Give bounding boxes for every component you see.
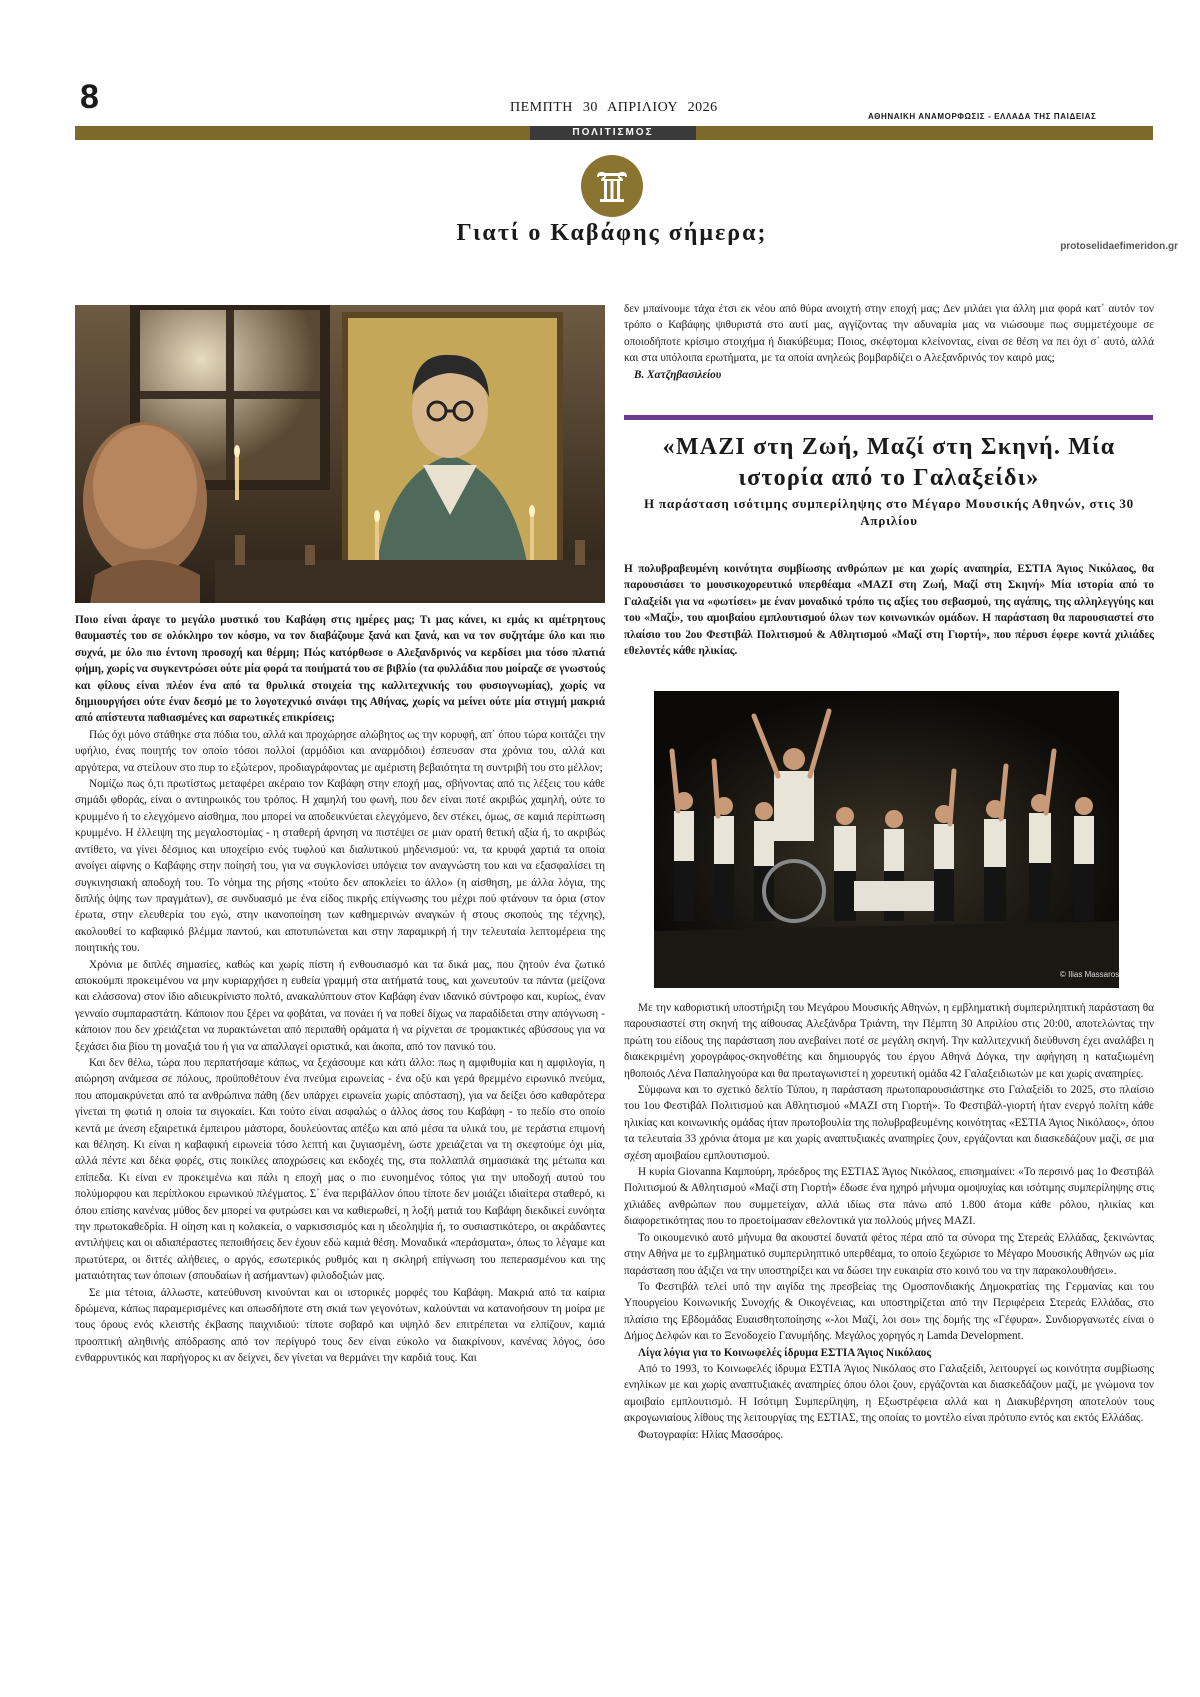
article2-title: «ΜΑΖΙ στη Ζωή, Μαζί στη Σκηνή. Μία ιστορία από το Γαλαξείδι» [662,434,1116,491]
article2-subtitle: Η παράσταση ισότιμης συμπερίληψης στο Μέγαρο Μουσικής Αθηνών, στις 30 Απριλίου [644,496,1134,528]
article-paragraph: Από το 1993, το Κοινωφελές ίδρυμα ΕΣΤΙΑ Άγιος Νικόλαος στο Γαλαξείδι, λειτουργεί ως κοινότητα συμβίωσης ενηλίκων με και χωρίς αναπτυξιακές αναπηρίες όπου όλοι ζουν, εργάζονται και διασκεδάζουν μαζί, με γνώμονα τον αμοιβαίο εμπλουτισμό. Η Ισότιμη Συμπερίληψη, η Εξωστρέφεια αλλά και η Διακυβέρνηση αποτελούν τους ακρογωνιαίους λίθους της λειτουργίας της ΕΣΤΙΑΣ, της οποίας το μοντέλο είναι πρότυπο εντός και εκτός Ελλάδας. [624,1362,1154,1425]
article-lead: Ποιο είναι άραγε το μεγάλο μυστικό του Καβάφη στις ημέρες μας; Τι μας κάνει, κι εμάς κι αμέτρητους θαυμαστές του σε ολόκληρο τον κόσμο, να τον διαβάζουμε ξανά και ξανά, και να τον συζητάμε όλο και πιο συχνά, με όλο πιο έντονη προσοχή και θέρμη; Πώς κατόρθωσε ο Αλεξανδρινός να κερδίσει μια τόσο πλατιά φήμη, χωρίς να συγκεντρώσει ούτε μία φορά τα ποιήματά του σε βιβλίο (τα φυλλάδια που μοίραζε σε γνωστούς και φίλους είναι πλέον ένα από τα θρυλικά στοιχεία της καλλιτεχνικής του φυσιογνωμίας), χωρίς να δημιουργήσει ούτε έναν δεσμό με το λογοτεχνικό σινάφι της Αθήνας, χωρίς να μείνει ούτε μία στιγμή μακριά από απίστευτα παθιασμένες και σαρωτικές επικρίσεις; [75,614,605,725]
article-subheading: Λίγα λόγια για το Κοινωφελές ίδρυμα ΕΣΤΙΑ Άγιος Νικόλαος [638,1346,932,1359]
source-credit: protoselidaefimeridon.gr [1060,241,1178,252]
section-label: ΠΟΛΙΤΙΣΜΟΣ [530,126,696,140]
photo-stage-performance [654,691,1119,988]
photo-credit: © Ilias Massaros [1060,970,1120,979]
article-paragraph: Με την καθοριστική υποστήριξη του Μεγάρου Μουσικής Αθηνών, η εμβληματική συμπεριληπτική παράσταση θα παρουσιαστεί στη σκηνή της αίθουσας Αλεξάνδρα Τριάντη, την Πέμπτη 30 Απριλίου στις 20:00, αποτελώντας την πρώτη του είδους της παράσταση που ανεβαίνει ποτέ σε μεγάλη σκηνή. Την καλλιτεχνική διεύθυνση έχει αναλάβει η διακεκριμένη χορογράφος-σκηνοθέτης και δημιουργός του έργου Αθηνά Δόγκα, την αφήγηση η καταξιωμένη ηθοποιός Λένα Παπαληγούρα και θα πρωταγωνιστεί η χορευτική ομάδα 42 Γαλαξειδιωτών με και χωρίς αναπηρίες. [624,1002,1154,1080]
article-paragraph: δεν μπαίνουμε τάχα έτσι εκ νέου από θύρα ανοιχτή στην εποχή μας; Δεν μιλάει για άλλη μια φορά κατ΄ αυτόν τον τρόπο ο Καβάφης ψιθυριστά στο αυτί μας, αγγίζοντας την αδυναμία μας να νιώσουμε πως συμμετέχουμε σε οποιοδήποτε κρίσιμο στοιχήμα ή διακύβευμα; Ποιος, σκέφτομαι κλείνοντας, είναι σε θέση να πει όχι σ΄ αυτό, αλλά και στα υπόλοιπα ερωτήματα, με τα οποία ανηλεώς βομβαρδίζει ο Αλεξανδρινός τον καιρό μας; [624,303,1154,365]
article-paragraph: Χρόνια με διπλές σημασίες, καθώς και χωρίς πίστη ή ενθουσιασμό και τα δικά μας, που ζητούν ένα ζωτικό αποκούμπι προκειμένου να μην κυριαρχήσει η ευθεία γραμμή στα αιτήματά τους, και χωνευτούν τα πάντα (μείζονα και ελάσσονα) στον ίδιο αδιευκρίνιστο πολτό, ανακαλύπτουν στον Καβάφη έναν ιδανικό σύντροφο και, κυρίως, έναν γενναίο συμπαραστάτη. Κάποιον που ξέρει να φοβάται, να πονάει ή να ποθεί δίχως να παραδίδεται στην απόγνωση - κάποιον που δεν χρειάζεται να πυρακτώνεται από περιπαθή οράματα ή να ρίχνεται σε τρομακτικές αβύσσους για να ξεχάσει δια βίου τη μοναξιά του ή για να απαλλαγεί οριστικά, και άκοπα, από τον πανικό του. [75,958,605,1053]
article2-body [624,1000,1154,1443]
issue-date: ΠΕΜΠΤΗ 30 ΑΠΡΙΛΙΟΥ 2026 [510,100,718,115]
article-paragraph: Σύμφωνα και το σχετικό δελτίο Τύπου, η παράσταση πρωτοπαρουσιάστηκε στο Γαλαξείδι το 2025, στο πλαίσιο του 1ου Φεστιβάλ Πολιτισμού και Αθλητισμού «ΜΑΖΙ στη Γιορτή». Το Φεστιβάλ-γιορτή ήταν ενεργό πολίτη κάθε ηλικίας και κοινωνικής ομάδας ήταν πρωτοβουλία της πολυβραβευμένης κοινότητας «ΕΣΤΙΑ Άγιος Νικόλαος», όπου τα τελευταία 33 χρόνια άτομα με και χωρίς αναπτυξιακές αναπηρίες ζουν, εργάζονται και διασκεδάζουν μαζί, σε μια σχέση αμοιβαίου εμπλουτισμού. [624,1084,1154,1162]
article-paragraph: Νομίζω πως ό,τι πρωτίστως μεταφέρει ακέραιο τον Καβάφη στην εποχή μας, σβήνοντας από τις λέξεις του κάθε σημάδι φθοράς, είναι ο αντιηρωικός του τρόπος. Η χαμηλή του φωνή, που δεν είναι ποτέ ακριβώς χαμηλή, ούτε το κρυμμένο ή το ελεγχόμενο αίσθημα, που μπορεί να αποδεικνύεται ελεγχόμενο, δεν στέκει, όμως, σε καμιά περίπτωση κρυμμένο. Η έλλειψη της μεγαλοστομίας - η σταθερή άρνηση να πιστέψει σε μιαν ορατή θετική αξία ή, το ακριβώς αντίθετο, να γίνει δέσμιος και υποχείριο ενός τυφλού και διαλυτικού μηδενισμού: να, τα κρυφά χαρτιά τα οποία ανοίγει αίφνης ο Καβάφης στην ποίησή του, για να συγκλονίσει υπόγεια τον αναγνώστη του και να εξασφαλίσει τη συγκινησιακή αποδοχή του. Το νόημα της ρήσης «τούτο δεν αποκλείει το άλλο» (η αίσθηση, με άλλα λόγια, της διπλής όψης των πραγμάτων), σε συνδυασμό με ένα είδος πικρής επίγνωσης του μέχρι πού φτάνουν τα όρια (στον έρωτα, στην ελευθερία του εγώ, στην ικανοποίηση των καθημερινών αναγκών ή στους σκοπούς της τέχνης), ακολουθεί το καβαφικό βλέμμα παντού, και αποτυπώνεται και στην παραμικρή ή την τελευταία λεπτομέρεια της ποιητικής του. [75,778,605,955]
article-title: Γιατί ο Καβάφης σήμερα; [456,220,768,246]
photo-attribution: Φωτογραφία: Ηλίας Μασσάρος. [638,1428,783,1441]
article-paragraph: Η κυρία Giovanna Καμπούρη, πρόεδρος της ΕΣΤΙΑΣ Άγιος Νικόλαος, επισημαίνει: «Το περσινό μας 1ο Φεστιβάλ Πολιτισμού & Αθλητισμού «Μαζί στη Γιορτή» έδωσε ένα ηχηρό μήνυμα ομοψυχίας και ισότιμης συμπερίληψης στις χιλιάδες ανθρώπων που συμμετείχαν, αλλά ιδίως στα πάνω από 1.800 άτομα κάθε ρόλου, ηλικίας και διαφορετικότητας που το προετοίμασαν εθελοντικά για πολλούς μήνες ΜΑΖΙ. [624,1166,1154,1228]
article2-lead: Η πολυβραβευμένη κοινότητα συμβίωσης ανθρώπων με και χωρίς αναπηρία, ΕΣΤΙΑ Άγιος Νικόλαος, θα παρουσιάσει το μουσικοχορευτικό υπερθέαμα «ΜΑΖΙ στη Ζωή, Μαζί στη Σκηνή» Μία ιστορία από το Γαλαξείδι για να «φωτίσει» με έναν μοναδικό τρόπο τις αξίες του σεβασμού, της αγάπης, της αλληλεγγύης και του «Μαζί», του αμοιβαίου εμπλουτισμού όλων των κοινωνικών ομάδων. Η παράσταση θα παρουσιαστεί στο πλαίσιο του 2ου Φεστιβάλ Πολιτισμού & Αθλητισμού «Μαζί στη Γιορτή», που πέρυσι έφερε κοντά χιλιάδες εθελοντές κάθε ηλικίας. [624,563,1154,658]
article-paragraph: Πώς όχι μόνο στάθηκε στα πόδια του, αλλά και προχώρησε αλώβητος ως την κορυφή, απ΄ όπου τώρα κοιτάζει την υφήλιο, ένας ποιητής τον οποίο τόσοι πολλοί (αρμόδιοι και αναρμόδιοι) έσπευσαν στα χρόνια του, αλλά και αργότερα, να στείλουν στο πυρ το εξώτερον, προδιαγράφοντας με αμέριστη βεβαιότητα τη συντριβή του στο μέλλον; [75,728,605,774]
article-continuation [624,301,1154,383]
page-number: 8 [80,78,99,116]
newspaper-masthead: ΑΘΗΝΑΙΚΗ ΑΝΑΜΟΡΦΩΣΙΣ - ΕΛΛΑΔΑ ΤΗΣ ΠΑΙΔΕΙΑΣ [868,112,1097,121]
article-body-left [75,612,605,1367]
article-paragraph: Σε μια τέτοια, άλλωστε, κατεύθυνση κινούνται και οι ιστορικές μορφές του Καβάφη. Μακριά από τα καίρια δρώμενα, κάπως παραμερισμένες και οπωσδήποτε στη σκιά των γεγονότων, καλούνται να κατανοήσουν τη μοίρα με τους όρους ενός κλειστής έκβασης παιχνιδιού: τίποτε σοβαρό και υψηλό δεν επιτρέπεται να ελπίζουν, καμιά προοπτική αληθινής απόδρασης από τον περίγυρό τους δεν είναι εύκολο να διακρίνουν, κανένας λόγος, όσο ενθαρρυντικός και παρήγορος κι αν δείχνει, δεν γίνεται να θερμάνει την καρδιά τους. Και [75,1286,605,1365]
ionic-column-icon [581,155,643,217]
separator-rule [624,415,1153,420]
article-paragraph: Και δεν θέλω, τώρα που περπατήσαμε κάπως, να ξεχάσουμε και κάτι άλλο: πως η αμφιθυμία και η αμφιλογία, η αιώρηση ανάμεσα σε πόλους, προϋποθέτουν ένα πνεύμα ειρωνείας - ένα οξύ και γερά θρεμμένο ειρωνικό πνεύμα, που απομακρύνεται από τα ανθρώπινα πάθη (δεν υπάρχει ειρωνεία χωρίς απόσταση), για να δείξει όσο καθαρότερα γίνεται τη φωτιά η οποία τα σιγοκαίει. Και τούτο είναι ασφαλώς ο άλλος άσος του Καβάφη - το πεδίο στο οποίο κεντά με άνεση εξαιρετικά έμπειρου μάστορα, δουλεύοντας απέξω και από μέσα τα υλικά του, με τεράστια επιμονή και θέληση. Κι είναι η καβαφική ειρωνεία τόσο λεπτή και ζυγιασμένη, ώστε χρειάζεται να τη σκεφτούμε όχι μία, αλλά πέντε και δέκα φορές, στις ποικίλες αποχρώσεις και εκδοχές της, στα πολλαπλά σημασιακά της μέτωπα και επίπεδα. Κι είναι εν προκειμένω και πάλι η εποχή μας ο πιο ευνοημένος τόπος για την υποδοχή αυτού του πολύμορφου και περίπλοκου ειρωνικού πλέγματος. Σ΄ ένα περιβάλλον όπου τίποτε δεν μοιάζει ιδιαίτερα σταθερό, κι όπου επίσης κανένας μύθος δεν μπορεί να φυτρώσει και να καθιερωθεί, η λοξή ματιά του Καβάφη διεκδικεί ευνόητα την πρωτοκαθεδρία. Η οίηση και η κολακεία, ο ναρκισσισμός και η ιδεοληψία ή, το συσιαστικότερο, οι ακράδαντες αντιλήψεις και οι αδιαπέραστες πεποιθήσεις δεν έχουν εδώ καμιά θέση. Μοναδικά «περάσματα», όπως το λέγαμε και πρωτύτερα, οι διττές αλήθειες, ο αργός, εσωτερικός ρυθμός και η σκληρή επίγνωση του πεπερασμένου και της ματαιότητας των όποιων (σπουδαίων ή ασήμαντων) φιλοδοξιών μας. [75,1056,605,1283]
article-paragraph: Το Φεστιβάλ τελεί υπό την αιγίδα της πρεσβείας της Ομοσπονδιακής Δημοκρατίας της Γερμανίας και του Υπουργείου Κοινωνικής Συνοχής & Οικογένειας, και υποστηρίζεται από την Περιφέρεια Στερεάς Ελλάδας, στο πλαίσιο της Εβδομάδας Ευαισθητοποίησης «-λοι Μαζί, λοι σοι» της δομής της «Γέφυρα». Συνδιοργανωτές είναι ο Δήμος Δελφών και το Ξενοδοχείο Γανυμήδης. Μεγάλος χορηγός η Lamda Development. [624,1280,1154,1343]
article-paragraph: Το οικουμενικό αυτό μήνυμα θα ακουστεί δυνατά φέτος πέρα από τα σύνορα της Στερεάς Ελλάδας, ξεκινώντας στην Αθήνα με το εμβληματικό συμπεριληπτικό υπερθέαμα, το οποίο ξεχώρισε το Μέγαρο Μουσικής Αθηνών ως μία παράσταση που άξιζει να την υποστηρίξει και να δώσει την ευκαιρία στο κοινό του να την παρακολουθήσει». [624,1231,1154,1277]
photo-kavafis-portrait-and-bust [75,305,605,603]
author-signature: Β. Χατζηβασιλείου [634,368,722,381]
